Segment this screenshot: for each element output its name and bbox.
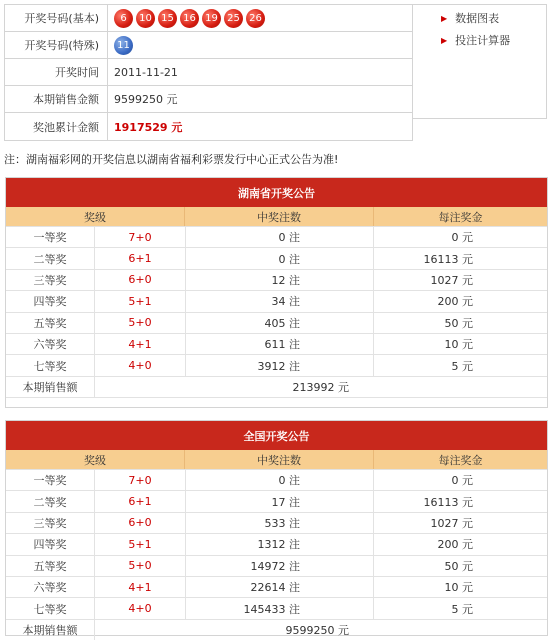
special-number-label: 开奖号码(特殊) <box>24 39 99 52</box>
header-level: 奖级 <box>6 450 185 469</box>
ball-red: 25 <box>224 9 243 28</box>
table-row: 六等奖 4+1 611 注 10 元 <box>6 333 547 354</box>
data-chart-link[interactable]: ▶ 数据图表 <box>441 12 500 25</box>
ball-red: 15 <box>158 9 177 28</box>
header-count: 中奖注数 <box>185 450 374 469</box>
sales-total-value: 9599250 元 <box>285 623 349 637</box>
basic-numbers <box>108 9 268 28</box>
basic-numbers-row <box>4 5 413 32</box>
table-row: 二等奖 6+1 0 注 16113 元 <box>6 247 547 268</box>
quick-links <box>413 4 547 119</box>
ball-red: 6 <box>114 9 133 28</box>
draw-info-table <box>4 4 413 141</box>
draw-date-label: 开奖时间 <box>55 66 99 79</box>
triangle-right-icon: ▶ <box>441 35 448 45</box>
table-row: 六等奖 4+1 22614 注 10 元 <box>6 576 547 597</box>
pool-row <box>4 113 413 141</box>
header-count: 中奖注数 <box>185 207 374 226</box>
draw-date-row <box>4 59 413 86</box>
table-row: 三等奖 6+0 12 注 1027 元 <box>6 269 547 290</box>
pool-amount: 1917529 元 <box>114 120 183 134</box>
special-number-row <box>4 32 413 59</box>
draw-info <box>4 4 546 166</box>
table-row: 五等奖 5+0 14972 注 50 元 <box>6 555 547 576</box>
pool-label: 奖池累计金额 <box>33 120 99 134</box>
triangle-right-icon: ▶ <box>441 13 448 23</box>
basic-numbers-label: 开奖号码(基本) <box>24 12 99 25</box>
table-row: 二等奖 6+1 17 注 16113 元 <box>6 490 547 511</box>
sales-total-value: 213992 元 <box>292 380 349 394</box>
draw-date: 2011-11-21 <box>114 65 178 79</box>
provincial-title: 湖南省开奖公告 <box>6 178 547 207</box>
ball-red: 10 <box>136 9 155 28</box>
ball-red: 16 <box>180 9 199 28</box>
disclaimer-note: 注：湖南福彩网的开奖信息以湖南省福利彩票发行中心正式公告为准! <box>4 153 339 166</box>
table-header <box>6 450 547 469</box>
table-row: 七等奖 4+0 145433 注 5 元 <box>6 597 547 618</box>
bet-calculator-link[interactable]: ▶ 投注计算器 <box>441 34 511 47</box>
header-prize: 每注奖金 <box>438 210 483 224</box>
table-row: 四等奖 5+1 1312 注 200 元 <box>6 533 547 554</box>
table-row: 五等奖 5+0 405 注 50 元 <box>6 312 547 333</box>
header-level: 奖级 <box>6 207 185 226</box>
ball-blue: 11 <box>114 36 133 55</box>
sales-total-row <box>6 376 547 397</box>
sales-label: 本期销售金额 <box>33 93 99 106</box>
table-row: 一等奖 7+0 0 注 0 元 <box>6 226 547 247</box>
national-prize-table <box>5 420 548 636</box>
sales-total-label: 本期销售额 <box>6 377 95 397</box>
provincial-prize-table <box>5 177 548 408</box>
table-row: 七等奖 4+0 3912 注 5 元 <box>6 354 547 375</box>
header-prize: 每注奖金 <box>438 453 483 467</box>
national-title: 全国开奖公告 <box>6 421 547 450</box>
ball-red: 19 <box>202 9 221 28</box>
sales-total-label: 本期销售额 <box>6 620 95 640</box>
table-row: 四等奖 5+1 34 注 200 元 <box>6 290 547 311</box>
table-header <box>6 207 547 226</box>
ball-red: 26 <box>246 9 265 28</box>
sales-amount: 9599250 元 <box>114 93 178 106</box>
sales-row <box>4 86 413 113</box>
table-row: 三等奖 6+0 533 注 1027 元 <box>6 512 547 533</box>
table-row: 一等奖 7+0 0 注 0 元 <box>6 469 547 490</box>
